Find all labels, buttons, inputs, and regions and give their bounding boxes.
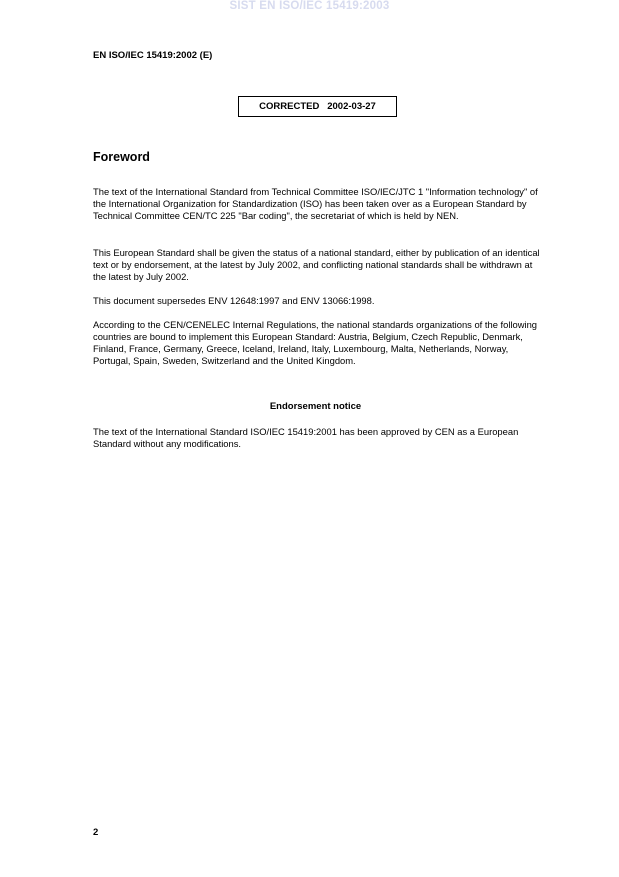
- foreword-title: Foreword: [93, 150, 150, 164]
- foreword-paragraph-3: This document supersedes ENV 12648:1997 and ENV 13066:1998.: [93, 295, 375, 306]
- endorsement-title: Endorsement notice: [269, 401, 362, 412]
- foreword-paragraph-1: The text of the International Standard from Technical Committee ISO/IEC/JTC 1 "Information technology" of the International Organization for Standardization (ISO) has been taken over as a European Standard by Technical Committee CEN/TC 225 "Bar coding", the secretariat of which is held by NEN.: [93, 186, 538, 221]
- corrected-stamp: CORRECTED 2002-03-27: [238, 96, 397, 117]
- page-number: 2: [93, 827, 99, 838]
- endorsement-paragraph: The text of the International Standard ISO/IEC 15419:2001 has been approved by CEN as a European Standard without any modifications.: [93, 426, 519, 449]
- foreword-paragraph-2: This European Standard shall be given the status of a national standard, either by publication of an identical text or by endorsement, at the latest by July 2002, and conflicting national standards shall be withdrawn at the latest by July 2002.: [93, 247, 540, 282]
- watermark-text: SIST EN ISO/IEC 15419:2003: [229, 0, 390, 12]
- foreword-paragraph-4: According to the CEN/CENELEC Internal Regulations, the national standards organizations of the following countries are bound to implement this European Standard: Austria, Belgium, Czech Republic, Denmark, Finland, France, Germany, Greece, Iceland, Ireland, Italy, Luxembourg, Malta, Netherlands, Norway, Portugal, Spain, Sweden, Switzerland and the United Kingdom.: [93, 319, 538, 366]
- document-id: EN ISO/IEC 15419:2002 (E): [93, 50, 213, 61]
